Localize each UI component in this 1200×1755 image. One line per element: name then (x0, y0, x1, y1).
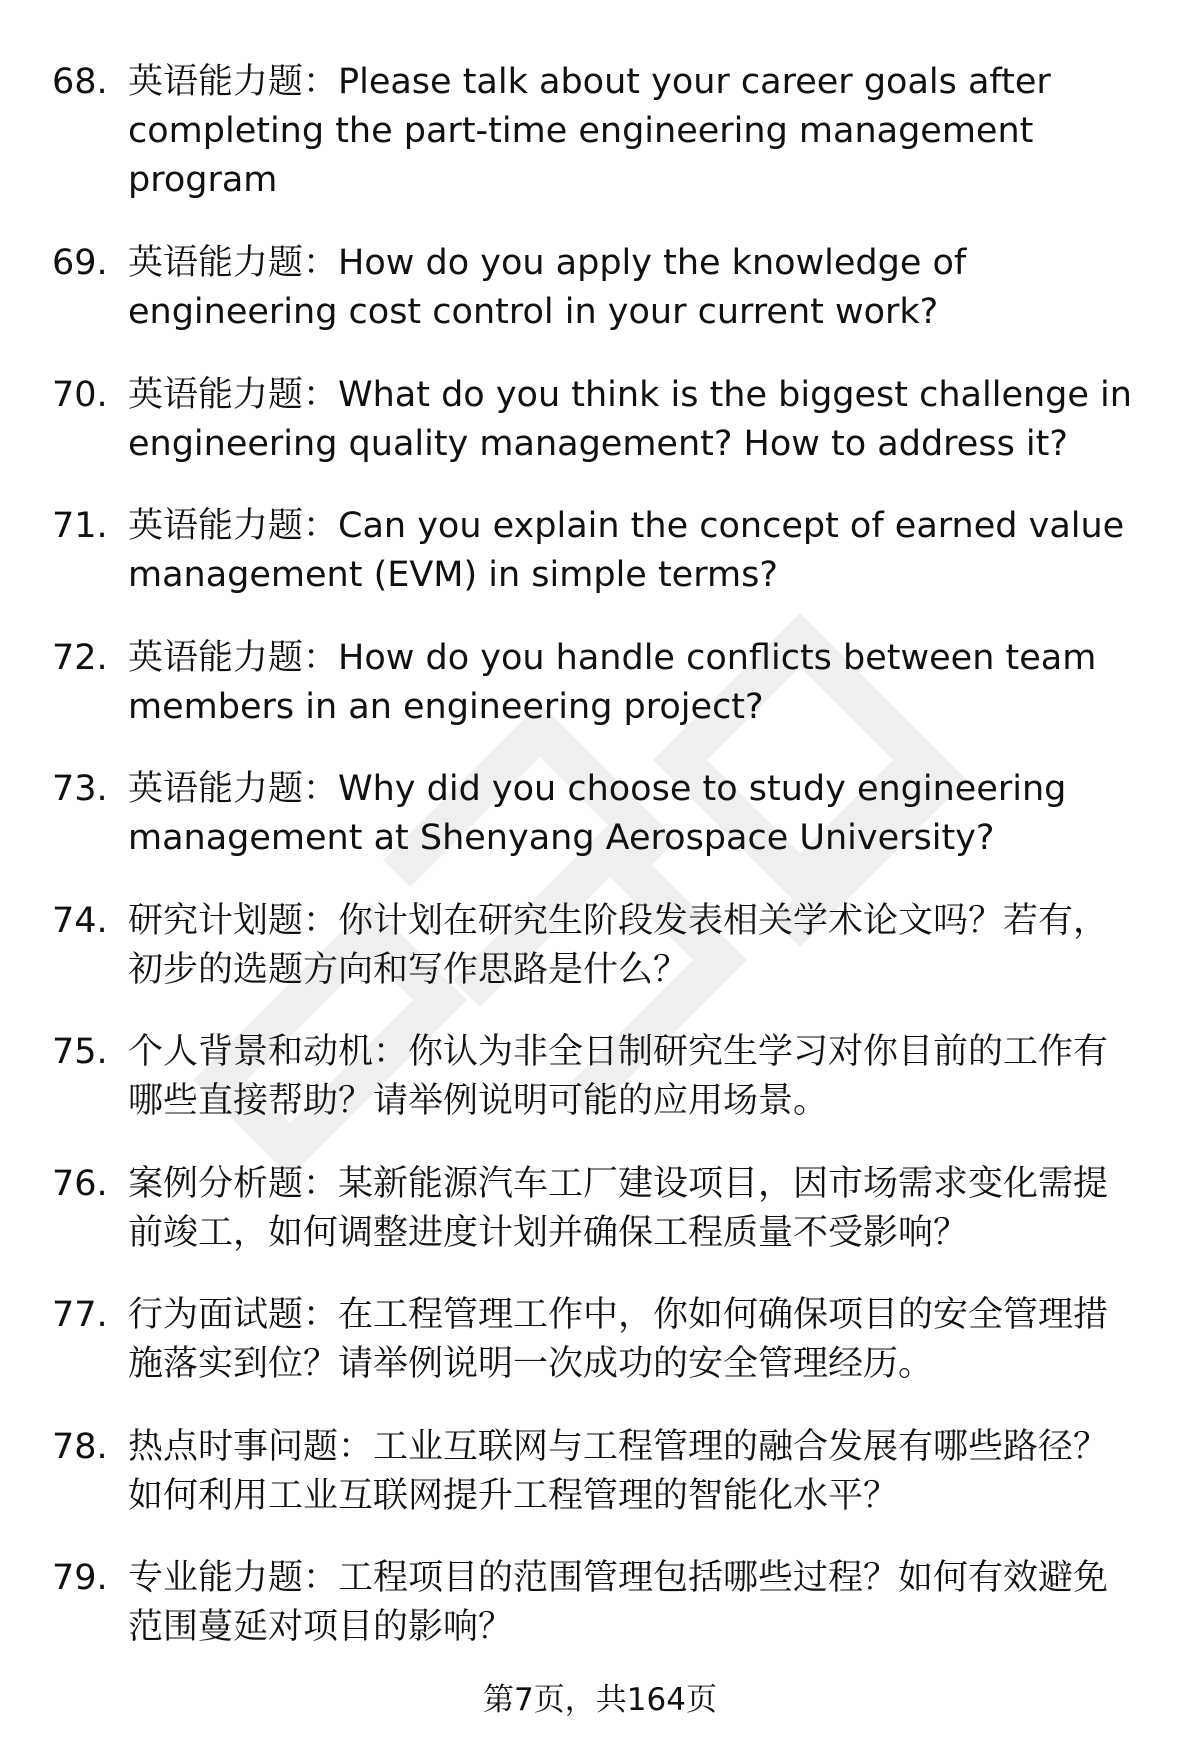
question-number: 73. (52, 769, 108, 809)
question-number: 74. (52, 900, 108, 941)
question-item-70 (0, 371, 1200, 503)
question-text: 英语能力题：Why did you choose to study engineering management at Shenyang Aerospace University? (128, 769, 1067, 858)
question-text: 英语能力题：How do you handle conflicts between team members in an engineering project? (128, 637, 1097, 727)
question-item-74 (0, 897, 1200, 1029)
question-number: 70. (52, 374, 108, 415)
question-text: 热点时事问题：工业互联网与工程管理的融合发展有哪些路径？如何利用工业互联网提升工程管理的智能化水平？ (128, 1426, 1109, 1516)
question-text: 行为面试题：在工程管理工作中，你如何确保项目的安全管理措施落实到位？请举例说明一次成功的安全管理经历。 (128, 1295, 1109, 1384)
question-item-76 (0, 1160, 1200, 1292)
question-number: 79. (52, 1558, 108, 1598)
question-number: 77. (52, 1295, 108, 1335)
question-text: 案例分析题：某新能源汽车工厂建设项目，因市场需求变化需提前竣工，如何调整进度计划并确保工程质量不受影响？ (128, 1163, 1109, 1253)
question-number: 78. (52, 1426, 108, 1467)
question-list (0, 58, 1200, 1686)
question-item-79 (0, 1554, 1200, 1686)
question-text: 英语能力题：Can you explain the concept of earned value management (EVM) in simple terms? (128, 506, 1125, 595)
question-item-73 (0, 765, 1200, 897)
question-text: 英语能力题：What do you think is the biggest challenge in engineering quality management? How to address it? (128, 374, 1132, 464)
question-item-69 (0, 239, 1200, 371)
question-text: 个人背景和动机：你认为非全日制研究生学习对你目前的工作有哪些直接帮助？请举例说明可能的应用场景。 (128, 1032, 1109, 1121)
question-item-68 (0, 58, 1200, 239)
question-item-78 (0, 1423, 1200, 1555)
question-text: 英语能力题：How do you apply the knowledge of engineering cost control in your current work? (128, 243, 967, 332)
question-number: 72. (52, 637, 108, 678)
question-number: 68. (52, 62, 108, 102)
question-number: 69. (52, 243, 108, 283)
page-footer: 第7页，共164页 (483, 1682, 717, 1718)
question-number: 71. (52, 506, 108, 546)
question-item-75 (0, 1028, 1200, 1160)
question-number: 76. (52, 1163, 108, 1204)
question-item-77 (0, 1291, 1200, 1423)
question-item-72 (0, 634, 1200, 766)
question-number: 75. (52, 1032, 108, 1072)
question-text: 研究计划题：你计划在研究生阶段发表相关学术论文吗？若有，初步的选题方向和写作思路是什么？ (128, 900, 1109, 990)
question-text: 英语能力题：Please talk about your career goals after completing the part-time engineering management program (128, 62, 1051, 200)
question-item-71 (0, 502, 1200, 634)
question-text: 专业能力题：工程项目的范围管理包括哪些过程？如何有效避免范围蔓延对项目的影响？ (128, 1558, 1109, 1647)
